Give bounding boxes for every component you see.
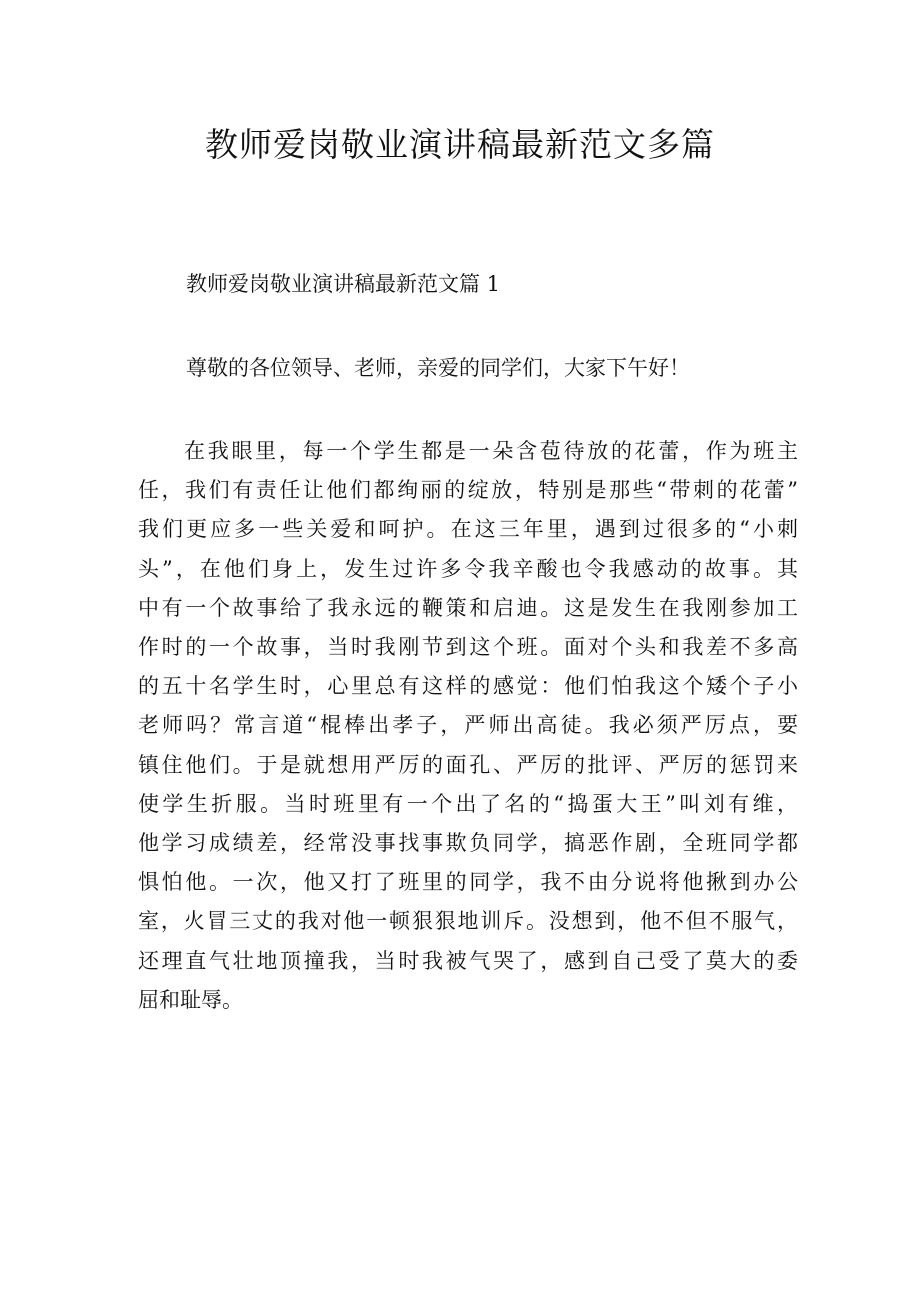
paragraph-line: 镇住他们。于是就想用严厉的面孔、严厉的批评、严厉的惩罚来 (138, 752, 798, 777)
paragraph-line: 他学习成绩差，经常没事找事欺负同学，搞恶作剧，全班同学都 (138, 831, 798, 856)
paragraph-line: 的五十名学生时，心里总有这样的感觉：他们怕我这个矮个子小 (138, 674, 798, 699)
paragraph-line: 作时的一个故事，当时我刚节到这个班。面对个头和我差不多高 (138, 635, 798, 660)
paragraph-line: 老师吗？常言道“棍棒出孝子，严师出高徒。我必须严厉点，要 (138, 713, 798, 738)
greeting-paragraph: 尊敬的各位领导、老师，亲爱的同学们，大家下午好！ (186, 356, 690, 380)
paragraph-line: 室，火冒三丈的我对他一顿狠狠地训斥。没想到，他不但不服气， (138, 909, 798, 934)
document-title: 教师爱岗敬业演讲稿最新范文多篇 (205, 125, 715, 164)
paragraph-line: 使学生折服。当时班里有一个出了名的“捣蛋大王”叫刘有维， (138, 791, 798, 816)
paragraph-line: 还理直气壮地顶撞我，当时我被气哭了，感到自己受了莫大的委 (138, 948, 798, 973)
paragraph-line: 中有一个故事给了我永远的鞭策和启迪。这是发生在我刚参加工 (138, 595, 798, 620)
section-heading: 教师爱岗敬业演讲稿最新范文篇 1 (186, 272, 501, 296)
paragraph-line: 惧怕他。一次，他又打了班里的同学，我不由分说将他揪到办公 (138, 870, 798, 895)
paragraph-line: 头”，在他们身上，发生过许多令我辛酸也令我感动的故事。其 (138, 556, 798, 581)
paragraph-line: 我们更应多一些关爱和呵护。在这三年里，遇到过很多的“小刺 (138, 517, 798, 542)
body-paragraph (138, 432, 798, 1020)
paragraph-line: 任，我们有责任让他们都绚丽的绽放，特别是那些“带刺的花蕾” (138, 478, 798, 503)
paragraph-line: 在我眼里，每一个学生都是一朵含苞待放的花蕾，作为班主 (184, 439, 798, 463)
paragraph-line: 屈和耻辱。 (138, 987, 243, 1012)
